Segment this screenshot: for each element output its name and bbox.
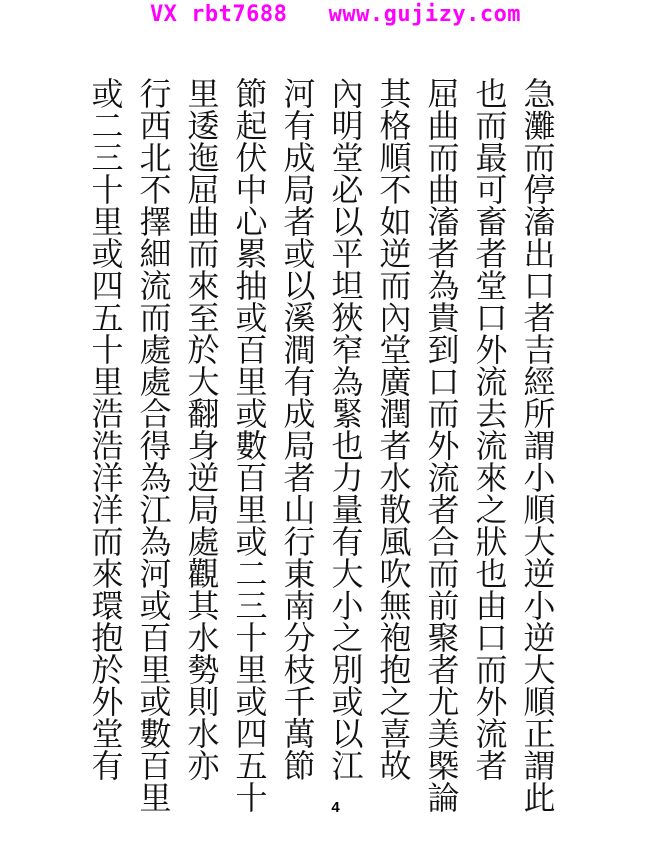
text-character: 里 — [235, 651, 268, 689]
text-character: 口 — [523, 267, 556, 305]
text-character: 里 — [139, 651, 172, 689]
text-character: 百 — [235, 459, 268, 497]
text-character: 槩 — [427, 747, 460, 785]
text-character: 萬 — [283, 715, 316, 753]
text-character: 而 — [523, 139, 556, 177]
text-character: 里 — [235, 363, 268, 401]
text-character: 內 — [379, 299, 412, 337]
text-character: 可 — [475, 171, 508, 209]
text-character: 最 — [475, 139, 508, 177]
text-character: 行 — [283, 523, 316, 561]
text-character: 之 — [331, 619, 364, 657]
text-character: 潤 — [379, 395, 412, 433]
text-character: 之 — [379, 683, 412, 721]
text-character: 而 — [475, 107, 508, 145]
text-character: 窄 — [331, 331, 364, 369]
text-character: 局 — [187, 491, 220, 529]
text-character: 大 — [523, 651, 556, 689]
text-character: 浩 — [91, 395, 124, 433]
text-character: 澗 — [283, 331, 316, 369]
text-character: 之 — [475, 491, 508, 529]
text-character: 者 — [427, 491, 460, 529]
text-character: 喜 — [379, 715, 412, 753]
text-character: 小 — [331, 587, 364, 625]
text-character: 逆 — [523, 555, 556, 593]
text-character: 順 — [523, 491, 556, 529]
text-character: 細 — [139, 235, 172, 273]
text-character: 急 — [523, 75, 556, 113]
text-column — [232, 75, 271, 817]
text-character: 中 — [235, 171, 268, 209]
text-character: 成 — [283, 395, 316, 433]
text-column — [424, 75, 463, 817]
text-character: 而 — [187, 235, 220, 273]
text-character: 而 — [91, 523, 124, 561]
text-character: 局 — [283, 171, 316, 209]
text-character: 洋 — [91, 491, 124, 529]
text-character: 抽 — [235, 267, 268, 305]
text-character: 三 — [235, 587, 268, 625]
text-character: 此 — [523, 779, 556, 817]
text-character: 十 — [235, 779, 268, 817]
text-character: 或 — [235, 683, 268, 721]
text-character: 為 — [427, 267, 460, 305]
text-character: 口 — [427, 363, 460, 401]
text-character: 則 — [187, 683, 220, 721]
text-character: 十 — [91, 171, 124, 209]
text-character: 有 — [331, 523, 364, 561]
text-character: 曲 — [427, 107, 460, 145]
text-character: 者 — [523, 299, 556, 337]
text-character: 流 — [475, 715, 508, 753]
text-character: 有 — [283, 107, 316, 145]
text-character: 局 — [283, 427, 316, 465]
text-character: 貴 — [427, 299, 460, 337]
text-character: 抱 — [91, 619, 124, 657]
watermark-banner: VX rbt7688 www.gujizy.com — [149, 2, 522, 27]
text-character: 里 — [91, 203, 124, 241]
text-character: 堂 — [331, 139, 364, 177]
text-character: 別 — [331, 651, 364, 689]
text-character: 者 — [379, 427, 412, 465]
text-character: 如 — [379, 203, 412, 241]
text-character: 量 — [331, 491, 364, 529]
text-character: 狹 — [331, 299, 364, 337]
text-character: 美 — [427, 715, 460, 753]
text-character: 處 — [139, 363, 172, 401]
text-character: 論 — [427, 779, 460, 817]
text-character: 為 — [331, 363, 364, 401]
text-character: 滀 — [427, 203, 460, 241]
text-character: 里 — [91, 363, 124, 401]
text-character: 心 — [235, 203, 268, 241]
text-character: 堂 — [475, 267, 508, 305]
text-character: 有 — [283, 363, 316, 401]
text-character: 廣 — [379, 363, 412, 401]
text-character: 抱 — [379, 651, 412, 689]
text-character: 曲 — [427, 171, 460, 209]
text-character: 溪 — [283, 299, 316, 337]
text-character: 四 — [91, 267, 124, 305]
text-character: 翻 — [187, 395, 220, 433]
text-character: 或 — [235, 299, 268, 337]
text-character: 或 — [91, 75, 124, 113]
text-character: 而 — [427, 395, 460, 433]
text-character: 由 — [475, 587, 508, 625]
text-character: 浩 — [91, 427, 124, 465]
text-character: 二 — [235, 555, 268, 593]
text-character: 停 — [523, 171, 556, 209]
text-character: 為 — [139, 459, 172, 497]
text-character: 必 — [331, 171, 364, 209]
text-character: 百 — [235, 331, 268, 369]
text-character: 者 — [427, 651, 460, 689]
text-character: 故 — [379, 747, 412, 785]
text-character: 水 — [379, 459, 412, 497]
text-character: 逆 — [187, 459, 220, 497]
text-column — [136, 75, 175, 817]
text-character: 里 — [187, 75, 220, 113]
text-character: 流 — [139, 267, 172, 305]
text-column — [280, 75, 319, 785]
text-character: 或 — [283, 235, 316, 273]
text-character: 經 — [523, 363, 556, 401]
text-character: 也 — [331, 427, 364, 465]
text-character: 環 — [91, 587, 124, 625]
text-character: 洋 — [91, 459, 124, 497]
text-character: 屈 — [187, 171, 220, 209]
text-character: 四 — [235, 715, 268, 753]
text-character: 北 — [139, 139, 172, 177]
text-character: 而 — [475, 651, 508, 689]
text-character: 迤 — [187, 139, 220, 177]
text-character: 小 — [523, 587, 556, 625]
text-character: 其 — [379, 75, 412, 113]
text-character: 正 — [523, 715, 556, 753]
text-character: 其 — [187, 587, 220, 625]
text-character: 逶 — [187, 107, 220, 145]
text-character: 以 — [283, 267, 316, 305]
text-character: 也 — [475, 75, 508, 113]
text-character: 有 — [91, 747, 124, 785]
text-character: 謂 — [523, 747, 556, 785]
text-character: 合 — [139, 395, 172, 433]
text-character: 狀 — [475, 523, 508, 561]
text-character: 堂 — [379, 331, 412, 369]
text-character: 無 — [379, 587, 412, 625]
text-character: 擇 — [139, 203, 172, 241]
text-character: 為 — [139, 523, 172, 561]
text-character: 勢 — [187, 651, 220, 689]
text-character: 合 — [427, 523, 460, 561]
text-character: 里 — [235, 491, 268, 529]
text-character: 五 — [91, 299, 124, 337]
text-character: 小 — [523, 459, 556, 497]
text-character: 二 — [91, 107, 124, 145]
text-column — [184, 75, 223, 785]
text-character: 滀 — [523, 203, 556, 241]
text-column — [88, 75, 127, 785]
text-character: 明 — [331, 107, 364, 145]
text-character: 以 — [331, 715, 364, 753]
text-character: 數 — [139, 715, 172, 753]
text-character: 處 — [187, 523, 220, 561]
text-character: 謂 — [523, 427, 556, 465]
text-character: 畜 — [475, 203, 508, 241]
text-character: 節 — [235, 75, 268, 113]
text-character: 吉 — [523, 331, 556, 369]
text-character: 身 — [187, 427, 220, 465]
text-character: 來 — [475, 459, 508, 497]
text-character: 河 — [283, 75, 316, 113]
text-character: 東 — [283, 555, 316, 593]
text-character: 三 — [91, 139, 124, 177]
text-character: 而 — [379, 267, 412, 305]
text-character: 處 — [139, 331, 172, 369]
text-character: 大 — [331, 555, 364, 593]
text-character: 或 — [91, 235, 124, 273]
text-character: 起 — [235, 107, 268, 145]
text-character: 枝 — [283, 651, 316, 689]
text-character: 西 — [139, 107, 172, 145]
text-character: 口 — [475, 619, 508, 657]
text-character: 而 — [427, 139, 460, 177]
text-column — [472, 75, 511, 785]
text-character: 數 — [235, 427, 268, 465]
text-character: 流 — [475, 363, 508, 401]
text-character: 者 — [475, 235, 508, 273]
text-character: 出 — [523, 235, 556, 273]
text-character: 水 — [187, 715, 220, 753]
text-character: 順 — [523, 683, 556, 721]
text-character: 以 — [331, 203, 364, 241]
text-character: 而 — [427, 555, 460, 593]
text-character: 分 — [283, 619, 316, 657]
text-character: 十 — [91, 331, 124, 369]
text-character: 逆 — [379, 235, 412, 273]
text-character: 大 — [187, 363, 220, 401]
text-character: 格 — [379, 107, 412, 145]
text-character: 堂 — [91, 715, 124, 753]
text-character: 者 — [283, 203, 316, 241]
text-character: 外 — [91, 683, 124, 721]
text-character: 或 — [331, 683, 364, 721]
text-character: 不 — [139, 171, 172, 209]
text-character: 里 — [139, 779, 172, 817]
text-character: 千 — [283, 683, 316, 721]
text-character: 十 — [235, 619, 268, 657]
text-character: 內 — [331, 75, 364, 113]
text-character: 來 — [187, 267, 220, 305]
text-character: 去 — [475, 395, 508, 433]
text-character: 力 — [331, 459, 364, 497]
text-character: 伏 — [235, 139, 268, 177]
text-character: 於 — [91, 651, 124, 689]
text-character: 山 — [283, 491, 316, 529]
text-character: 也 — [475, 555, 508, 593]
text-character: 於 — [187, 331, 220, 369]
text-character: 節 — [283, 747, 316, 785]
text-character: 水 — [187, 619, 220, 657]
text-character: 觀 — [187, 555, 220, 593]
text-character: 屈 — [427, 75, 460, 113]
text-character: 百 — [139, 619, 172, 657]
text-character: 或 — [139, 683, 172, 721]
page-number: 4 — [331, 799, 340, 816]
text-character: 袍 — [379, 619, 412, 657]
text-character: 亦 — [187, 747, 220, 785]
text-character: 散 — [379, 491, 412, 529]
text-character: 河 — [139, 555, 172, 593]
text-character: 者 — [475, 747, 508, 785]
text-character: 所 — [523, 395, 556, 433]
text-character: 流 — [427, 459, 460, 497]
text-character: 流 — [475, 427, 508, 465]
text-character: 逆 — [523, 619, 556, 657]
text-column — [328, 75, 367, 785]
text-character: 至 — [187, 299, 220, 337]
text-character: 口 — [475, 299, 508, 337]
text-character: 江 — [331, 747, 364, 785]
text-column — [520, 75, 559, 817]
text-character: 順 — [379, 139, 412, 177]
text-character: 行 — [139, 75, 172, 113]
text-character: 前 — [427, 587, 460, 625]
text-character: 緊 — [331, 395, 364, 433]
text-character: 或 — [139, 587, 172, 625]
text-character: 外 — [427, 427, 460, 465]
text-character: 坦 — [331, 267, 364, 305]
text-character: 大 — [523, 523, 556, 561]
text-character: 來 — [91, 555, 124, 593]
text-character: 者 — [283, 459, 316, 497]
text-character: 者 — [427, 235, 460, 273]
text-character: 成 — [283, 139, 316, 177]
text-character: 吹 — [379, 555, 412, 593]
text-character: 累 — [235, 235, 268, 273]
text-character: 尤 — [427, 683, 460, 721]
text-character: 到 — [427, 331, 460, 369]
text-character: 平 — [331, 235, 364, 273]
text-character: 外 — [475, 683, 508, 721]
text-character: 南 — [283, 587, 316, 625]
text-character: 外 — [475, 331, 508, 369]
text-character: 或 — [235, 395, 268, 433]
text-character: 風 — [379, 523, 412, 561]
text-character: 聚 — [427, 619, 460, 657]
text-character: 江 — [139, 491, 172, 529]
text-character: 灘 — [523, 107, 556, 145]
text-character: 或 — [235, 523, 268, 561]
text-column — [376, 75, 415, 785]
text-character: 五 — [235, 747, 268, 785]
text-character: 曲 — [187, 203, 220, 241]
text-character: 不 — [379, 171, 412, 209]
vertical-text-block — [88, 75, 559, 817]
text-character: 百 — [139, 747, 172, 785]
text-character: 而 — [139, 299, 172, 337]
text-character: 得 — [139, 427, 172, 465]
